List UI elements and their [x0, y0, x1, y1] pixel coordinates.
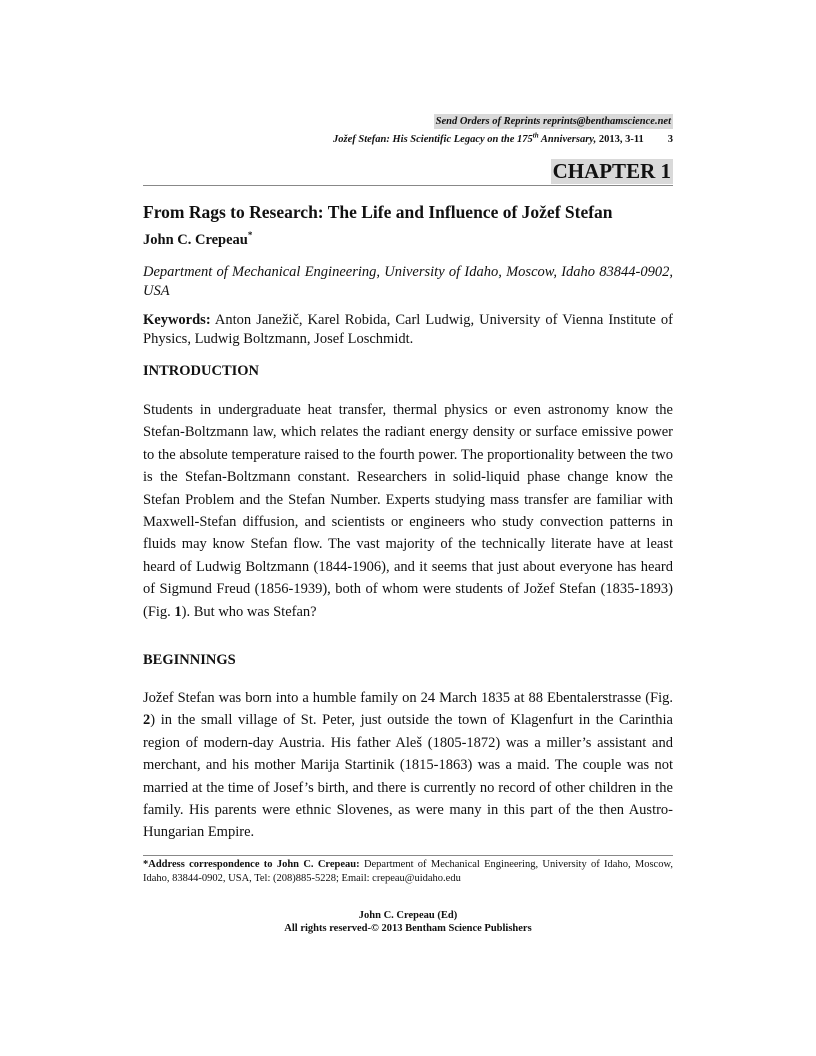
keywords-list: Anton Janežič, Karel Robida, Carl Ludwig, University of Vienna Institute of Physics, Ludwig Boltzmann, Josef Loschmidt.	[143, 312, 673, 347]
author-name: John C. Crepeau	[143, 232, 248, 248]
introduction-text-end: ). But who was Stefan?	[181, 603, 317, 620]
footer-copyright: All rights reserved-© 2013 Bentham Science Publishers	[284, 923, 532, 934]
author-footnote-mark: *	[247, 230, 253, 241]
running-head-title: Jožef Stefan: His Scientific Legacy on the 175	[333, 134, 533, 145]
figure-reference[interactable]: 2	[143, 712, 151, 729]
figure-reference[interactable]: 1	[174, 603, 182, 620]
author-line	[143, 230, 252, 250]
chapter-label: CHAPTER 1	[552, 159, 671, 183]
header-rule	[143, 185, 673, 186]
introduction-text: Students in undergraduate heat transfer, thermal physics or even astronomy know the Stefan-Boltzmann law, which relates the radiant energy density or surface emissive power to the absolute temperature raised to the fourth power. The proportionality between the two is the Stefan-Boltzmann constant. Researchers in solid-liquid phase change know the Stefan Problem and the Stefan Number. Experts studying mass transfer are familiar with Maxwell-Stefan diffusion, and scientists or engineers who study convection patterns in fluids may know Stefan flow. The vast majority of the technically literate have at least heard of Ludwig Boltzmann (1844-1906), and it seems that just about everyone has heard of Sigmund Freud (1856-1939), both of whom were students of Jožef Stefan (1835-1893) (Fig.	[143, 402, 673, 620]
section-heading-beginnings: BEGINNINGS	[143, 652, 236, 668]
paragraph-beginnings	[143, 687, 673, 844]
footnote-rule	[143, 855, 673, 856]
keywords-label: Keywords:	[143, 312, 211, 328]
reprint-notice: Send Orders of Reprints reprints@benthamscience.net	[435, 116, 671, 127]
paragraph-introduction	[143, 399, 673, 623]
correspondence-footnote	[143, 858, 673, 886]
footnote-text: Department of Mechanical Engineering, University of Idaho, Moscow, Idaho, 83844-0902, USA, Tel: (208)885-5228; Email: crepeau@uidaho.edu	[143, 859, 673, 884]
running-head-superscript: th	[532, 131, 539, 140]
beginnings-text-end: ) in the small village of St. Peter, just outside the town of Klagenfurt in the Carinthia region of modern-day Austria. His father Aleš (1805-1872) was a miller’s assistant and merchant, and his mother Marija Startinik (1815-1863) was a maid. The couple was not married at the time of Josef’s birth, and there is currently no record of other children in the family. His parents were ethnic Slovenes, as were many in this part of the then Austro-Hungarian Empire.	[143, 712, 673, 841]
keywords	[143, 311, 673, 349]
section-heading-introduction: INTRODUCTION	[143, 363, 260, 379]
footnote-label: *Address correspondence to John C. Crepeau:	[143, 859, 360, 870]
running-head	[333, 133, 673, 146]
running-head-year-pages: 2013, 3-11	[596, 134, 644, 145]
article-title: From Rags to Research: The Life and Influence of Jožef Stefan	[143, 202, 613, 222]
page-number: 3	[667, 134, 673, 145]
page	[143, 0, 673, 1056]
affiliation: Department of Mechanical Engineering, University of Idaho, Moscow, Idaho 83844-0902, USA	[143, 264, 673, 299]
beginnings-text: Jožef Stefan was born into a humble family on 24 March 1835 at 88 Ebentalerstrasse (Fig.	[143, 690, 673, 706]
running-head-anniversary: Anniversary,	[538, 134, 597, 145]
footer-editor: John C. Crepeau (Ed)	[358, 910, 458, 921]
